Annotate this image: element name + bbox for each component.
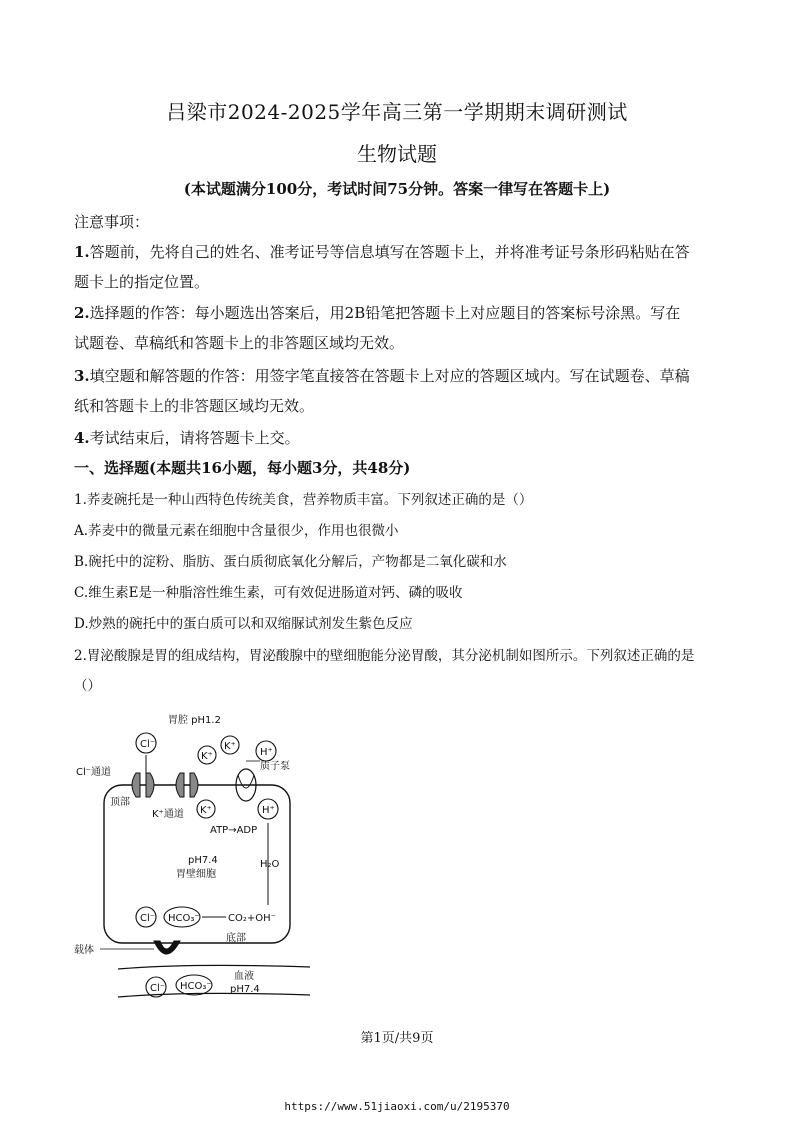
cl-channel-label: Cl⁻通道 bbox=[76, 767, 112, 778]
k-ion-top-2-label: K⁺ bbox=[224, 741, 236, 752]
co2-label: CO₂+OH⁻ bbox=[228, 913, 276, 924]
q1-option-b: B.碗托中的淀粉、脂肪、蛋白质彻底氧化分解后，产物都是二氧化碳和水 bbox=[74, 554, 507, 570]
stomach-label: 胃腔 pH1.2 bbox=[168, 715, 221, 726]
page-footer: 第1页/共9页 bbox=[360, 1031, 434, 1046]
note-3-number: 3. bbox=[74, 367, 90, 385]
k-channel-label: K⁺通道 bbox=[152, 809, 184, 820]
cell-ph-label: pH7.4 bbox=[188, 855, 218, 866]
k-channel-left bbox=[176, 773, 184, 797]
blood-label: 血液 bbox=[234, 971, 254, 982]
q1-option-a: A.荞麦中的微量元素在细胞中含量很少，作用也很微小 bbox=[74, 523, 399, 539]
note-4-text: 考试结束后，请将答题卡上交。 bbox=[89, 429, 300, 447]
k-ion-top-1-label: K⁺ bbox=[201, 751, 213, 762]
cl-channel-left bbox=[132, 773, 140, 797]
atp-label: ATP→ADP bbox=[210, 825, 258, 836]
notice-heading: 注意事项： bbox=[74, 213, 150, 231]
note-2-line-2: 试题卷、草稿纸和答题卡上的非答题区域均无效。 bbox=[74, 334, 405, 352]
k-ion-inside-label: K⁺ bbox=[200, 805, 212, 816]
parietal-cell-diagram bbox=[70, 705, 330, 1005]
blood-vessel-bottom bbox=[118, 993, 310, 997]
cl-ion-blood-label: Cl⁻ bbox=[150, 983, 166, 994]
note-3-text: 填空题和解答题的作答：用签字笔直接答在答题卡上对应的答题区域内。写在试题卷、草稿 bbox=[89, 367, 690, 385]
note-2-number: 2. bbox=[74, 304, 90, 322]
cl-ion-bottom-label: Cl⁻ bbox=[140, 913, 156, 924]
exam-info: (本试题满分100分，考试时间75分钟。答案一律写在答题卡上) bbox=[183, 180, 611, 198]
hco3-blood-label: HCO₃⁻ bbox=[180, 981, 212, 992]
bottom-label: 底部 bbox=[226, 933, 246, 944]
watermark-url: https://www.51jiaoxi.com/u/2195370 bbox=[284, 1100, 510, 1113]
q2-stem-line-1: 2.胃泌酸腺是胃的组成结构，胃泌酸腺中的壁细胞能分泌胃酸，其分泌机制如图所示。下列叙述正确的是 bbox=[74, 648, 695, 664]
q1-stem: 1.荞麦碗托是一种山西特色传统美食，营养物质丰富。下列叙述正确的是（） bbox=[74, 492, 533, 508]
note-2-text: 选择题的作答：每小题选出答案后，用2B铅笔把答题卡上对应题目的答案标号涂黑。写在 bbox=[89, 304, 681, 322]
hco3-inside-label: HCO₃⁻ bbox=[168, 913, 200, 924]
note-1-text: 答题前，先将自己的姓名、准考证号等信息填写在答题卡上，并将准考证号条形码粘贴在答 bbox=[89, 243, 690, 261]
q2-stem-line-2: （） bbox=[74, 678, 101, 694]
blood-vessel-top bbox=[118, 965, 310, 969]
section-1-heading: 一、选择题(本题共16小题，每小题3分，共48分) bbox=[74, 459, 411, 477]
k-channel-right bbox=[190, 773, 198, 797]
note-4-line-1 bbox=[74, 428, 720, 448]
q1-option-d: D.炒熟的碗托中的蛋白质可以和双缩脲试剂发生紫色反应 bbox=[74, 616, 413, 632]
proton-pump-label: 质子泵 bbox=[260, 761, 290, 772]
exam-title: 吕梁市2024-2025学年高三第一学期期末调研测试 bbox=[166, 100, 628, 124]
cell-label: 胃壁细胞 bbox=[176, 869, 216, 880]
exam-subtitle: 生物试题 bbox=[357, 142, 437, 166]
note-4-number: 4. bbox=[74, 429, 90, 447]
cl-ion-top-label: Cl⁻ bbox=[140, 739, 156, 750]
note-2-line-1 bbox=[74, 303, 720, 323]
top-label: 顶部 bbox=[110, 797, 130, 808]
h2o-label: H₂O bbox=[260, 859, 280, 870]
cl-channel-right bbox=[146, 773, 154, 797]
blood-ph-label: pH7.4 bbox=[230, 984, 260, 995]
note-3-line-2: 纸和答题卡上的非答题区域均无效。 bbox=[74, 397, 315, 415]
h-ion-top-label: H⁺ bbox=[260, 747, 273, 758]
note-3-line-1 bbox=[74, 366, 720, 386]
q1-option-c: C.维生素E是一种脂溶性维生素，可有效促进肠道对钙、磷的吸收 bbox=[74, 585, 463, 601]
h-ion-inside-label: H⁺ bbox=[262, 805, 275, 816]
carrier-label: 载体 bbox=[74, 945, 94, 956]
note-1-line-2: 题卡上的指定位置。 bbox=[74, 273, 210, 291]
note-1-line-1 bbox=[74, 242, 720, 262]
proton-pump-detail bbox=[238, 775, 254, 788]
note-1-number: 1. bbox=[74, 243, 90, 261]
